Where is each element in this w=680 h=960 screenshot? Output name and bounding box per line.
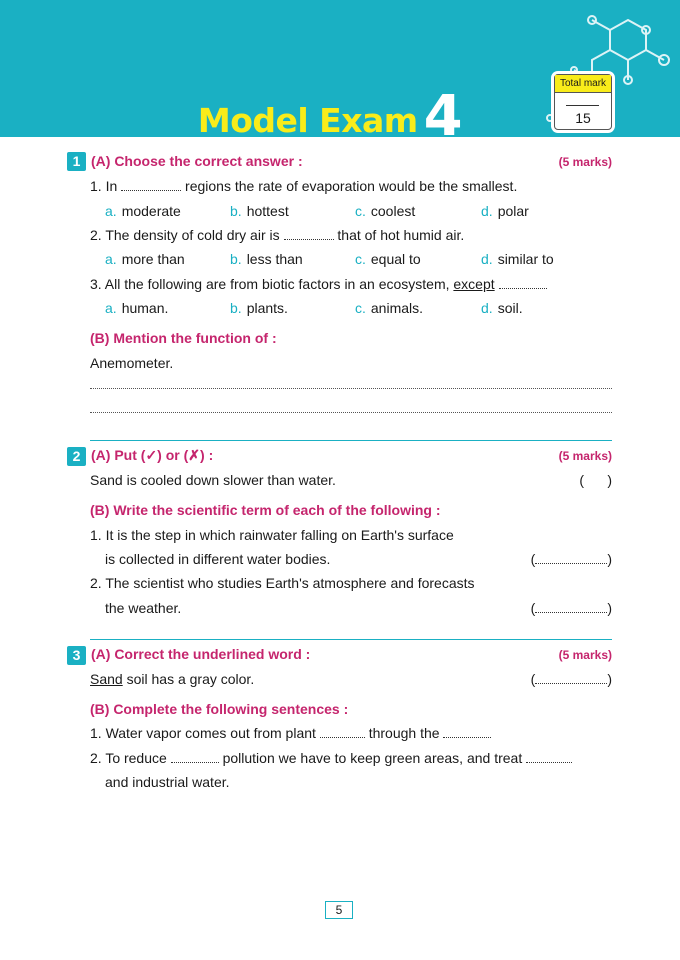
total-mark-value: 15: [575, 110, 591, 126]
answer-blank[interactable]: [121, 179, 181, 191]
q1-item-3: 3. All the following are from biotic factors in an ecosystem, except: [90, 276, 547, 292]
q3-sentence-1: 1. Water vapor comes out from plant through the: [90, 725, 491, 741]
q2-statement: Sand is cooled down slower than water.: [90, 472, 336, 488]
q1-part-b-heading: (B) Mention the function of :: [90, 330, 277, 346]
q3-part-b-heading: (B) Complete the following sentences :: [90, 701, 349, 717]
q1-part-a-heading: (A) Choose the correct answer :: [91, 153, 303, 169]
q2-term-2-answer[interactable]: ( ): [530, 600, 612, 616]
answer-line[interactable]: [90, 412, 612, 413]
q1-item-1-option-b[interactable]: b. hottest: [230, 203, 289, 219]
q1-item-3-option-a[interactable]: a. human.: [105, 300, 169, 316]
q3-marks: (5 marks): [558, 648, 612, 662]
section-divider: [90, 440, 612, 441]
q2-marks: (5 marks): [558, 449, 612, 463]
q1-item-1: 1. In regions the rate of evaporation would be the smallest.: [90, 178, 518, 194]
q1-item-3-option-d[interactable]: d. soil.: [481, 300, 523, 316]
total-mark-box: [554, 74, 612, 130]
q1-item-2: 2. The density of cold dry air is that of hot humid air.: [90, 227, 465, 243]
question-3-number: 3: [67, 646, 86, 665]
q1-item-2-option-a[interactable]: a. more than: [105, 251, 185, 267]
question-2-number: 2: [67, 447, 86, 466]
q2-term-1-line-1: 1. It is the step in which rainwater falling on Earth's surface: [90, 527, 454, 543]
q1-item-2-option-c[interactable]: c. equal to: [355, 251, 421, 267]
q1-item-3-option-c[interactable]: c. animals.: [355, 300, 424, 316]
check-icon: ✓: [145, 447, 158, 463]
q3-sentence-2: 2. To reduce pollution we have to keep green areas, and treat: [90, 750, 572, 766]
q3-sentence: Sand soil has a gray color.: [90, 671, 255, 687]
q3-sentence-2-line-2: and industrial water.: [105, 774, 230, 790]
q3-part-a-heading: (A) Correct the underlined word :: [91, 646, 311, 662]
q1-item-1-option-c[interactable]: c. coolest: [355, 203, 416, 219]
answer-blank[interactable]: [443, 726, 491, 738]
page-number: 5: [325, 901, 353, 919]
q1-item-2-option-d[interactable]: d. similar to: [481, 251, 554, 267]
answer-blank[interactable]: [171, 751, 219, 763]
q1-item-1-option-d[interactable]: d. polar: [481, 203, 529, 219]
q2-term-2-line-2: the weather.: [105, 600, 182, 616]
q1-item-3-option-b[interactable]: b. plants.: [230, 300, 288, 316]
answer-line[interactable]: [90, 388, 612, 389]
q2-term-2-line-1: 2. The scientist who studies Earth's atmosphere and forecasts: [90, 575, 475, 591]
total-mark-label: Total mark: [555, 75, 611, 93]
answer-blank[interactable]: [499, 277, 547, 289]
header-banner: [0, 0, 680, 149]
total-mark-line: [566, 105, 599, 106]
q1-item-2-option-b[interactable]: b. less than: [230, 251, 303, 267]
q2-part-a-heading: (A) Put (✓) or (✗) :: [91, 447, 214, 463]
exam-title: Model Exam 4: [197, 84, 463, 149]
exam-number: 4: [423, 84, 463, 149]
answer-blank[interactable]: [320, 726, 365, 738]
q2-term-1-line-2: is collected in different water bodies.: [105, 551, 331, 567]
q2-answer-box[interactable]: ( ): [579, 472, 612, 488]
q1-item-1-option-a[interactable]: a. moderate: [105, 203, 181, 219]
q2-term-1-answer[interactable]: ( ): [530, 551, 612, 567]
q1-marks: (5 marks): [558, 155, 612, 169]
cross-icon: ✗: [188, 447, 201, 463]
question-1-number: 1: [67, 152, 86, 171]
q1-part-b-item: Anemometer.: [90, 355, 174, 371]
answer-blank[interactable]: [284, 228, 334, 240]
q3-correction-answer[interactable]: ( ): [530, 671, 612, 687]
q2-part-b-heading: (B) Write the scientific term of each of the following :: [90, 502, 441, 518]
answer-blank[interactable]: [526, 751, 572, 763]
section-divider: [90, 639, 612, 640]
